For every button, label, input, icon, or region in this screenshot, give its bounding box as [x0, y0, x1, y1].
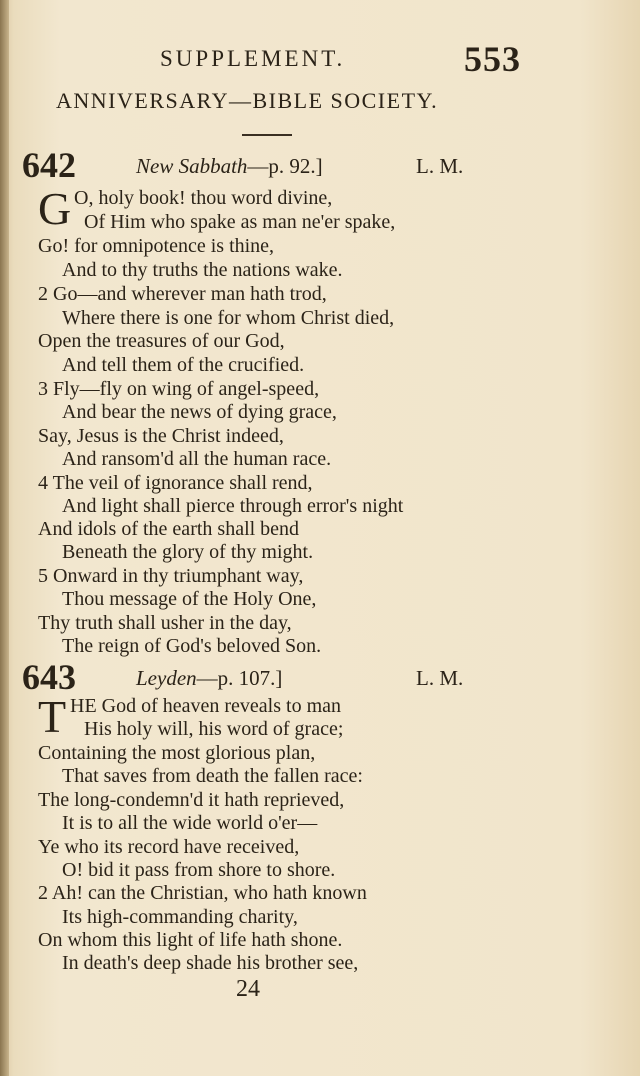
verse-line: And tell them of the crucified. — [62, 354, 305, 376]
verse-line: Open the treasures of our God, — [38, 330, 285, 352]
verse-line: The long-condemn'd it hath reprieved, — [38, 789, 345, 811]
verse-line: Ye who its record have received, — [38, 836, 300, 858]
section-title: ANNIVERSARY—BIBLE SOCIETY. — [56, 88, 439, 113]
tune-page: —p. 107.] — [196, 666, 283, 690]
verse-line: 3 Fly—fly on wing of angel-speed, — [38, 378, 320, 400]
verse-line: 2 Ah! can the Christian, who hath known — [38, 882, 367, 904]
tune-reference — [136, 154, 323, 179]
verse-line: It is to all the wide world o'er— — [62, 812, 318, 834]
running-head: SUPPLEMENT. — [160, 46, 346, 71]
hymn-heading — [22, 656, 622, 696]
tune-reference — [136, 666, 282, 691]
hymn-number: 642 — [22, 145, 76, 185]
hymn-number: 643 — [22, 657, 76, 697]
verse-line: In death's deep shade his brother see, — [62, 952, 359, 974]
verse-line: 5 Onward in thy triumphant way, — [38, 565, 304, 587]
page-spine-edge — [0, 0, 9, 1076]
verse-line: O! bid it pass from shore to shore. — [62, 859, 336, 881]
verse-line: His holy will, his word of grace; — [84, 718, 344, 740]
verse-line: That saves from death the fallen race: — [62, 765, 363, 787]
verse-line: And bear the news of dying grace, — [62, 401, 337, 423]
verse-line: And idols of the earth shall bend — [38, 518, 300, 540]
verse-line: Its high-commanding charity, — [62, 906, 298, 928]
meter: L. M. — [416, 154, 464, 178]
verse-line: And light shall pierce through error's night — [62, 495, 404, 517]
verse-line: Where there is one for whom Christ died, — [62, 307, 395, 329]
verse-line: And ransom'd all the human race. — [62, 448, 332, 470]
drop-cap: G — [38, 183, 72, 234]
tune-page: —p. 92.] — [247, 154, 323, 178]
signature-mark: 24 — [236, 976, 260, 1002]
verse-line: On whom this light of life hath shone. — [38, 929, 343, 951]
tune-name: New Sabbath — [136, 154, 248, 178]
verse-line: Beneath the glory of thy might. — [62, 541, 314, 563]
drop-cap: T — [38, 691, 67, 742]
meter: L. M. — [416, 666, 464, 690]
section-rule — [242, 134, 292, 136]
verse-line: HE God of heaven reveals to man — [70, 695, 342, 717]
hymn-heading — [22, 144, 622, 184]
verse-line: Say, Jesus is the Christ indeed, — [38, 425, 284, 447]
verse-line: And to thy truths the nations wake. — [62, 259, 343, 281]
verse-line: Containing the most glorious plan, — [38, 742, 316, 764]
verse-line: 4 The veil of ignorance shall rend, — [38, 472, 313, 494]
verse-line: Thy truth shall usher in the day, — [38, 612, 292, 634]
verse-line: 2 Go—and wherever man hath trod, — [38, 283, 327, 305]
page-number: 553 — [464, 39, 521, 79]
verse-line: O, holy book! thou word divine, — [74, 187, 333, 209]
verse-line: Of Him who spake as man ne'er spake, — [84, 211, 396, 233]
verse-line: The reign of God's beloved Son. — [62, 635, 322, 657]
verse-line: Thou message of the Holy One, — [62, 588, 317, 610]
tune-name: Leyden — [136, 666, 197, 690]
verse-line: Go! for omnipotence is thine, — [38, 235, 275, 257]
